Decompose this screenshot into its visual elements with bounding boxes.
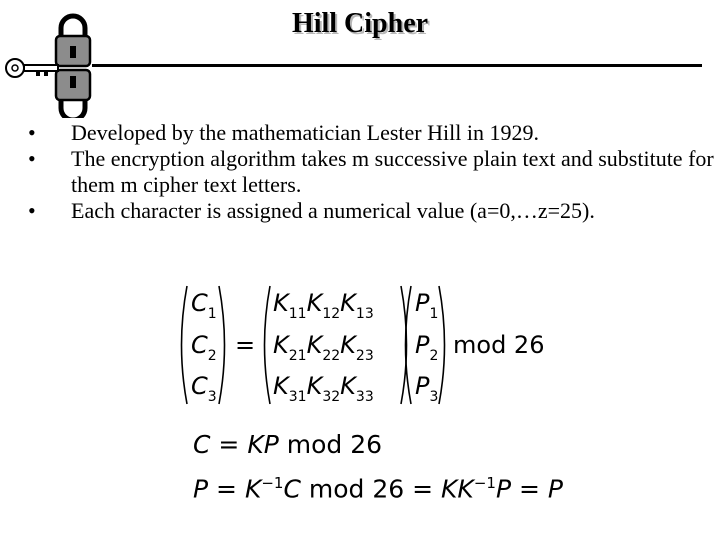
p-vector-entry: $P_2$ — [415, 331, 439, 364]
eq3-p-3: P — [547, 474, 563, 504]
eq3-inverse-2: −1 — [473, 474, 496, 492]
eq3-c: C — [283, 474, 301, 504]
eq3-k: K — [244, 474, 262, 504]
decryption-equation — [193, 474, 563, 503]
c-vector-entry: $C_1$ — [191, 289, 217, 322]
eq2-lhs: C — [193, 430, 211, 459]
eq3-mod: mod 26 — [308, 474, 405, 504]
encryption-equation — [193, 430, 382, 459]
k-matrix-row: $K_{31}K_{32}K_{33}$ — [273, 372, 374, 405]
title-underline — [92, 64, 702, 67]
eq3-equals-3: = — [518, 474, 540, 504]
eq2-mod: mod 26 — [286, 430, 383, 459]
equals-sign: = — [235, 331, 256, 359]
bullet-dot: • — [28, 120, 36, 145]
eq3-p-2: P — [495, 474, 512, 504]
matrix-equation — [175, 283, 555, 408]
matrix-equation-graphic — [175, 283, 555, 408]
c-vector-entry: $C_3$ — [191, 372, 217, 405]
bullet-item — [28, 146, 720, 198]
bullet-text: Developed by the mathematician Lester Hill in 1929. — [71, 120, 539, 145]
lock-key-logo — [0, 8, 100, 118]
slide-title: Hill Cipher — [291, 8, 429, 39]
bullet-text: The encryption algorithm takes m successive plain text and substitute for them m cipher text letters. — [71, 146, 714, 197]
p-vector-entry: $P_1$ — [415, 289, 439, 322]
bullet-item — [28, 120, 720, 146]
eq3-p: P — [193, 474, 209, 504]
bullet-list — [28, 120, 720, 224]
eq3-equals: = — [216, 474, 237, 504]
c-vector-entry: $C_2$ — [191, 331, 217, 364]
k-matrix-row: $K_{11}K_{12}K_{13}$ — [273, 289, 374, 322]
mod-label: mod 26 — [453, 331, 545, 359]
bullet-text: Each character is assigned a numerical value (a=0,…z=25). — [71, 198, 595, 223]
bullet-dot: • — [28, 146, 36, 171]
upper-lock-icon — [56, 16, 90, 66]
eq2-equals: = — [218, 430, 240, 459]
eq3-equals-2: = — [412, 474, 434, 504]
bullet-item — [28, 198, 720, 224]
eq3-inverse: −1 — [261, 474, 284, 492]
key-icon — [6, 59, 58, 77]
lower-lock-icon — [56, 70, 90, 118]
eq2-kp: KP — [247, 430, 279, 459]
k-matrix-row: $K_{21}K_{22}K_{23}$ — [273, 331, 374, 364]
bullet-dot: • — [28, 198, 36, 223]
eq3-kk: KK — [441, 474, 474, 504]
p-vector-entry: $P_3$ — [415, 372, 439, 405]
